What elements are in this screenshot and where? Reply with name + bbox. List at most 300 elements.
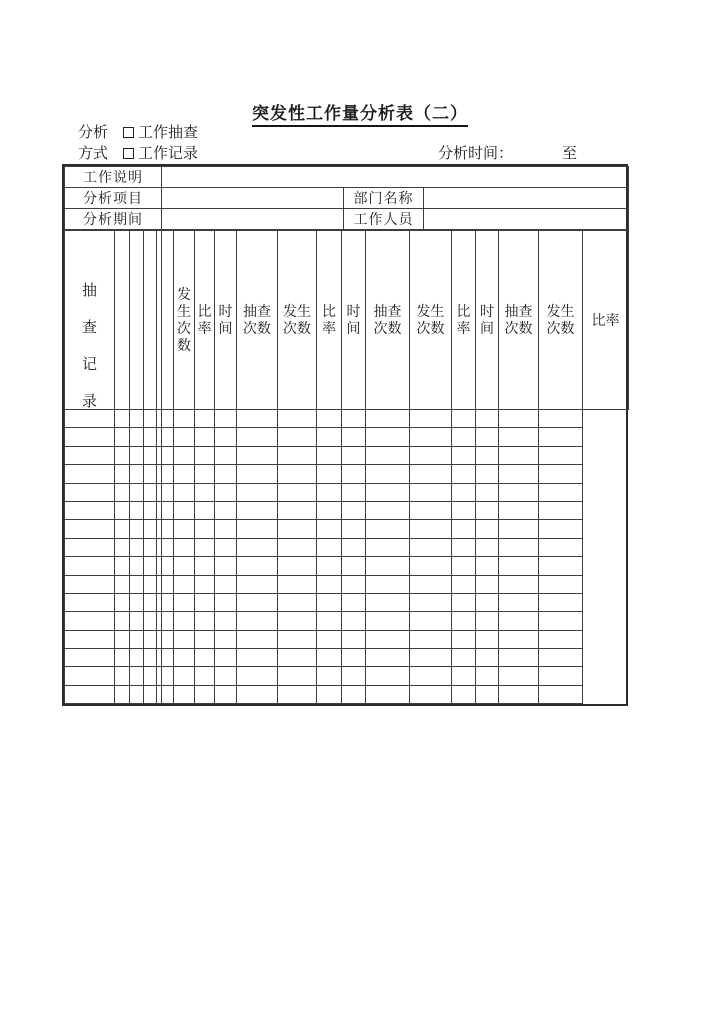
- record-cell[interactable]: [144, 501, 157, 519]
- record-cell[interactable]: [410, 685, 452, 703]
- record-cell[interactable]: [65, 446, 115, 464]
- record-cell[interactable]: [144, 410, 157, 428]
- record-cell[interactable]: [144, 612, 157, 630]
- record-cell[interactable]: [317, 557, 342, 575]
- record-cell[interactable]: [195, 667, 215, 685]
- record-cell[interactable]: [366, 630, 410, 648]
- record-cell[interactable]: [476, 410, 499, 428]
- record-cell[interactable]: [476, 446, 499, 464]
- record-cell[interactable]: [317, 667, 342, 685]
- record-cell[interactable]: [342, 575, 366, 593]
- record-cell[interactable]: [130, 446, 144, 464]
- record-cell[interactable]: [410, 428, 452, 446]
- record-cell[interactable]: [499, 538, 539, 556]
- record-cell[interactable]: [366, 465, 410, 483]
- record-cell[interactable]: [130, 685, 144, 703]
- record-cell[interactable]: [65, 630, 115, 648]
- record-cell[interactable]: [410, 557, 452, 575]
- record-cell[interactable]: [195, 685, 215, 703]
- record-cell[interactable]: [410, 612, 452, 630]
- record-cell[interactable]: [215, 410, 237, 428]
- record-cell[interactable]: [410, 575, 452, 593]
- record-cell[interactable]: [539, 575, 583, 593]
- record-cell[interactable]: [539, 685, 583, 703]
- record-cell[interactable]: [215, 538, 237, 556]
- record-cell[interactable]: [342, 685, 366, 703]
- narrow-empty-cell[interactable]: [162, 231, 174, 410]
- record-cell[interactable]: [410, 520, 452, 538]
- record-cell[interactable]: [452, 446, 476, 464]
- record-cell[interactable]: [65, 520, 115, 538]
- record-cell[interactable]: [499, 428, 539, 446]
- record-cell[interactable]: [115, 501, 130, 519]
- record-cell[interactable]: [237, 667, 278, 685]
- record-cell[interactable]: [452, 593, 476, 611]
- record-cell[interactable]: [317, 520, 342, 538]
- record-cell[interactable]: [174, 612, 195, 630]
- record-cell[interactable]: [130, 501, 144, 519]
- record-cell[interactable]: [317, 428, 342, 446]
- record-cell[interactable]: [195, 501, 215, 519]
- record-cell[interactable]: [237, 410, 278, 428]
- record-cell[interactable]: [237, 630, 278, 648]
- record-cell[interactable]: [539, 520, 583, 538]
- record-cell[interactable]: [195, 575, 215, 593]
- record-cell[interactable]: [115, 612, 130, 630]
- record-cell[interactable]: [410, 410, 452, 428]
- record-cell[interactable]: [215, 465, 237, 483]
- record-cell[interactable]: [237, 465, 278, 483]
- record-table-row: [65, 557, 629, 575]
- record-cell[interactable]: [476, 612, 499, 630]
- record-cell[interactable]: [144, 667, 157, 685]
- record-cell[interactable]: [452, 557, 476, 575]
- record-cell[interactable]: [317, 649, 342, 667]
- record-cell[interactable]: [195, 446, 215, 464]
- record-cell[interactable]: [317, 593, 342, 611]
- record-cell[interactable]: [539, 538, 583, 556]
- record-cell[interactable]: [144, 446, 157, 464]
- record-cell[interactable]: [65, 593, 115, 611]
- record-cell[interactable]: [452, 501, 476, 519]
- record-cell[interactable]: [452, 428, 476, 446]
- record-cell[interactable]: [174, 593, 195, 611]
- record-cell[interactable]: [452, 538, 476, 556]
- narrow-empty-cell[interactable]: [115, 231, 130, 410]
- record-cell[interactable]: [539, 501, 583, 519]
- record-cell[interactable]: [237, 593, 278, 611]
- record-cell[interactable]: [65, 557, 115, 575]
- record-cell[interactable]: [144, 520, 157, 538]
- record-cell[interactable]: [278, 483, 317, 501]
- record-cell[interactable]: [342, 446, 366, 464]
- record-cell[interactable]: [278, 630, 317, 648]
- record-cell[interactable]: [174, 557, 195, 575]
- record-cell[interactable]: [195, 649, 215, 667]
- record-cell[interactable]: [539, 465, 583, 483]
- record-cell[interactable]: [115, 575, 130, 593]
- record-cell[interactable]: [317, 483, 342, 501]
- record-cell[interactable]: [195, 630, 215, 648]
- record-cell[interactable]: [237, 685, 278, 703]
- record-cell[interactable]: [162, 593, 174, 611]
- record-cell[interactable]: [130, 538, 144, 556]
- record-cell[interactable]: [452, 685, 476, 703]
- record-cell[interactable]: [342, 428, 366, 446]
- record-cell[interactable]: [410, 593, 452, 611]
- record-cell[interactable]: [65, 685, 115, 703]
- record-cell[interactable]: [237, 575, 278, 593]
- record-cell[interactable]: [499, 593, 539, 611]
- record-cell[interactable]: [452, 612, 476, 630]
- checkbox-work-record-icon[interactable]: [123, 148, 134, 159]
- record-cell[interactable]: [174, 667, 195, 685]
- record-cell[interactable]: [317, 538, 342, 556]
- record-cell[interactable]: [366, 410, 410, 428]
- record-cell[interactable]: [410, 667, 452, 685]
- record-cell[interactable]: [476, 557, 499, 575]
- record-cell[interactable]: [162, 557, 174, 575]
- record-cell[interactable]: [174, 446, 195, 464]
- record-cell[interactable]: [174, 428, 195, 446]
- narrow-empty-cell[interactable]: [144, 231, 157, 410]
- record-cell[interactable]: [162, 685, 174, 703]
- department-name-value[interactable]: [424, 188, 629, 209]
- record-cell[interactable]: [476, 483, 499, 501]
- record-cell[interactable]: [342, 520, 366, 538]
- record-cell[interactable]: [237, 501, 278, 519]
- record-cell[interactable]: [174, 501, 195, 519]
- record-cell[interactable]: [215, 575, 237, 593]
- record-cell[interactable]: [342, 538, 366, 556]
- record-cell[interactable]: [162, 410, 174, 428]
- record-cell[interactable]: [215, 520, 237, 538]
- record-cell[interactable]: [195, 520, 215, 538]
- record-cell[interactable]: [162, 446, 174, 464]
- record-cell[interactable]: [115, 428, 130, 446]
- record-cell[interactable]: [144, 685, 157, 703]
- record-cell[interactable]: [237, 428, 278, 446]
- record-cell[interactable]: [476, 428, 499, 446]
- record-cell[interactable]: [215, 593, 237, 611]
- record-cell[interactable]: [195, 557, 215, 575]
- record-cell[interactable]: [174, 483, 195, 501]
- work-description-value[interactable]: [162, 167, 629, 188]
- record-cell[interactable]: [237, 649, 278, 667]
- record-cell[interactable]: [130, 428, 144, 446]
- record-cell[interactable]: [499, 575, 539, 593]
- record-cell[interactable]: [366, 428, 410, 446]
- record-cell[interactable]: [115, 593, 130, 611]
- record-cell[interactable]: [130, 465, 144, 483]
- record-cell[interactable]: [342, 483, 366, 501]
- record-cell[interactable]: [539, 612, 583, 630]
- record-cell[interactable]: [342, 410, 366, 428]
- record-cell[interactable]: [65, 501, 115, 519]
- record-cell[interactable]: [499, 501, 539, 519]
- record-cell[interactable]: [215, 557, 237, 575]
- analysis-item-value[interactable]: [162, 188, 344, 209]
- record-cell[interactable]: [115, 667, 130, 685]
- record-cell[interactable]: [174, 575, 195, 593]
- record-cell[interactable]: [115, 538, 130, 556]
- record-cell[interactable]: [237, 446, 278, 464]
- record-cell[interactable]: [317, 465, 342, 483]
- record-cell[interactable]: [65, 538, 115, 556]
- record-cell[interactable]: [174, 520, 195, 538]
- record-cell[interactable]: [278, 557, 317, 575]
- record-cell[interactable]: [65, 667, 115, 685]
- record-cell[interactable]: [237, 520, 278, 538]
- record-cell[interactable]: [130, 667, 144, 685]
- record-cell[interactable]: [195, 483, 215, 501]
- record-cell[interactable]: [278, 538, 317, 556]
- record-cell[interactable]: [366, 557, 410, 575]
- record-cell[interactable]: [130, 520, 144, 538]
- record-cell[interactable]: [366, 483, 410, 501]
- record-cell[interactable]: [476, 465, 499, 483]
- record-cell[interactable]: [342, 465, 366, 483]
- record-cell[interactable]: [115, 557, 130, 575]
- record-cell[interactable]: [278, 667, 317, 685]
- checkbox-work-sampling-icon[interactable]: [123, 127, 134, 138]
- record-cell[interactable]: [278, 649, 317, 667]
- record-cell[interactable]: [215, 649, 237, 667]
- record-cell[interactable]: [539, 593, 583, 611]
- record-cell[interactable]: [366, 667, 410, 685]
- record-cell[interactable]: [195, 428, 215, 446]
- record-cell[interactable]: [476, 649, 499, 667]
- record-cell[interactable]: [65, 465, 115, 483]
- record-cell[interactable]: [476, 520, 499, 538]
- record-cell[interactable]: [452, 483, 476, 501]
- record-cell[interactable]: [539, 667, 583, 685]
- record-cell[interactable]: [162, 483, 174, 501]
- record-cell[interactable]: [410, 465, 452, 483]
- record-cell[interactable]: [237, 612, 278, 630]
- record-cell[interactable]: [366, 446, 410, 464]
- record-cell[interactable]: [342, 593, 366, 611]
- analysis-period-value[interactable]: [162, 209, 344, 230]
- record-cell[interactable]: [174, 538, 195, 556]
- record-cell[interactable]: [278, 410, 317, 428]
- staff-value[interactable]: [424, 209, 629, 230]
- record-cell[interactable]: [115, 685, 130, 703]
- record-cell[interactable]: [162, 649, 174, 667]
- record-cell[interactable]: [162, 501, 174, 519]
- record-cell[interactable]: [278, 575, 317, 593]
- record-cell[interactable]: [499, 465, 539, 483]
- record-cell[interactable]: [410, 630, 452, 648]
- record-cell[interactable]: [410, 483, 452, 501]
- record-cell[interactable]: [342, 667, 366, 685]
- record-cell[interactable]: [499, 630, 539, 648]
- record-cell[interactable]: [499, 649, 539, 667]
- record-cell[interactable]: [65, 612, 115, 630]
- record-cell[interactable]: [476, 575, 499, 593]
- record-cell[interactable]: [278, 593, 317, 611]
- record-cell[interactable]: [278, 520, 317, 538]
- record-cell[interactable]: [215, 612, 237, 630]
- record-cell[interactable]: [317, 685, 342, 703]
- record-cell[interactable]: [499, 685, 539, 703]
- record-cell[interactable]: [237, 483, 278, 501]
- record-cell[interactable]: [65, 483, 115, 501]
- record-cell[interactable]: [366, 520, 410, 538]
- record-cell[interactable]: [499, 520, 539, 538]
- record-cell[interactable]: [410, 538, 452, 556]
- record-cell[interactable]: [162, 428, 174, 446]
- record-cell[interactable]: [476, 630, 499, 648]
- record-cell[interactable]: [144, 575, 157, 593]
- record-cell[interactable]: [278, 465, 317, 483]
- record-cell[interactable]: [539, 649, 583, 667]
- record-cell[interactable]: [452, 410, 476, 428]
- record-cell[interactable]: [115, 446, 130, 464]
- record-cell[interactable]: [476, 685, 499, 703]
- record-cell[interactable]: [499, 483, 539, 501]
- record-cell[interactable]: [342, 557, 366, 575]
- record-cell[interactable]: [144, 649, 157, 667]
- record-cell[interactable]: [174, 630, 195, 648]
- record-cell[interactable]: [452, 575, 476, 593]
- record-cell[interactable]: [410, 501, 452, 519]
- record-cell[interactable]: [144, 557, 157, 575]
- record-cell[interactable]: [144, 483, 157, 501]
- record-cell[interactable]: [115, 649, 130, 667]
- record-cell[interactable]: [366, 612, 410, 630]
- record-cell[interactable]: [65, 410, 115, 428]
- record-cell[interactable]: [317, 575, 342, 593]
- record-cell[interactable]: [130, 575, 144, 593]
- record-cell[interactable]: [162, 520, 174, 538]
- record-cell[interactable]: [476, 538, 499, 556]
- record-cell[interactable]: [130, 483, 144, 501]
- record-cell[interactable]: [215, 446, 237, 464]
- record-cell[interactable]: [366, 538, 410, 556]
- record-cell[interactable]: [476, 593, 499, 611]
- record-cell[interactable]: [144, 465, 157, 483]
- record-cell[interactable]: [215, 667, 237, 685]
- record-cell[interactable]: [162, 612, 174, 630]
- record-cell[interactable]: [65, 649, 115, 667]
- record-cell[interactable]: [539, 428, 583, 446]
- record-cell[interactable]: [237, 538, 278, 556]
- record-cell[interactable]: [317, 612, 342, 630]
- record-cell[interactable]: [342, 501, 366, 519]
- record-cell[interactable]: [452, 649, 476, 667]
- record-cell[interactable]: [499, 667, 539, 685]
- record-cell[interactable]: [342, 612, 366, 630]
- record-cell[interactable]: [65, 428, 115, 446]
- record-cell[interactable]: [499, 446, 539, 464]
- record-cell[interactable]: [130, 649, 144, 667]
- record-cell[interactable]: [162, 538, 174, 556]
- record-cell[interactable]: [215, 630, 237, 648]
- record-cell[interactable]: [215, 428, 237, 446]
- record-cell[interactable]: [115, 520, 130, 538]
- record-cell[interactable]: [130, 612, 144, 630]
- record-cell[interactable]: [215, 483, 237, 501]
- record-cell[interactable]: [162, 465, 174, 483]
- record-cell[interactable]: [476, 501, 499, 519]
- record-cell[interactable]: [366, 685, 410, 703]
- record-cell[interactable]: [317, 501, 342, 519]
- record-cell[interactable]: [452, 630, 476, 648]
- record-cell[interactable]: [174, 685, 195, 703]
- record-cell[interactable]: [195, 612, 215, 630]
- record-cell[interactable]: [278, 446, 317, 464]
- record-cell[interactable]: [174, 410, 195, 428]
- record-cell[interactable]: [115, 630, 130, 648]
- record-cell[interactable]: [195, 538, 215, 556]
- record-cell[interactable]: [317, 410, 342, 428]
- record-cell[interactable]: [342, 630, 366, 648]
- record-cell[interactable]: [410, 446, 452, 464]
- record-cell[interactable]: [115, 465, 130, 483]
- record-cell[interactable]: [115, 483, 130, 501]
- record-cell[interactable]: [476, 667, 499, 685]
- record-cell[interactable]: [130, 557, 144, 575]
- record-cell[interactable]: [237, 557, 278, 575]
- record-cell[interactable]: [539, 410, 583, 428]
- record-cell[interactable]: [174, 465, 195, 483]
- record-cell[interactable]: [195, 410, 215, 428]
- record-cell[interactable]: [215, 501, 237, 519]
- record-cell[interactable]: [162, 630, 174, 648]
- record-cell[interactable]: [162, 575, 174, 593]
- record-cell[interactable]: [144, 538, 157, 556]
- record-cell[interactable]: [278, 501, 317, 519]
- record-cell[interactable]: [144, 630, 157, 648]
- record-cell[interactable]: [342, 649, 366, 667]
- record-cell[interactable]: [130, 630, 144, 648]
- record-cell[interactable]: [144, 428, 157, 446]
- record-cell[interactable]: [452, 465, 476, 483]
- record-cell[interactable]: [452, 667, 476, 685]
- record-cell[interactable]: [539, 557, 583, 575]
- record-cell[interactable]: [278, 428, 317, 446]
- record-cell[interactable]: [130, 593, 144, 611]
- record-cell[interactable]: [499, 557, 539, 575]
- record-cell[interactable]: [278, 685, 317, 703]
- record-cell[interactable]: [144, 593, 157, 611]
- record-cell[interactable]: [499, 410, 539, 428]
- record-cell[interactable]: [130, 410, 144, 428]
- record-cell[interactable]: [317, 630, 342, 648]
- narrow-empty-cell[interactable]: [130, 231, 144, 410]
- record-cell[interactable]: [366, 649, 410, 667]
- record-cell[interactable]: [162, 667, 174, 685]
- record-cell[interactable]: [195, 465, 215, 483]
- record-cell[interactable]: [410, 649, 452, 667]
- record-cell[interactable]: [215, 685, 237, 703]
- record-cell[interactable]: [452, 520, 476, 538]
- record-cell[interactable]: [174, 649, 195, 667]
- record-cell[interactable]: [366, 593, 410, 611]
- record-cell[interactable]: [539, 483, 583, 501]
- record-cell[interactable]: [195, 593, 215, 611]
- record-cell[interactable]: [499, 612, 539, 630]
- record-cell[interactable]: [115, 410, 130, 428]
- record-cell[interactable]: [317, 446, 342, 464]
- record-cell[interactable]: [278, 612, 317, 630]
- record-cell[interactable]: [65, 575, 115, 593]
- record-cell[interactable]: [539, 630, 583, 648]
- record-cell[interactable]: [366, 501, 410, 519]
- record-cell[interactable]: [539, 446, 583, 464]
- record-cell[interactable]: [366, 575, 410, 593]
